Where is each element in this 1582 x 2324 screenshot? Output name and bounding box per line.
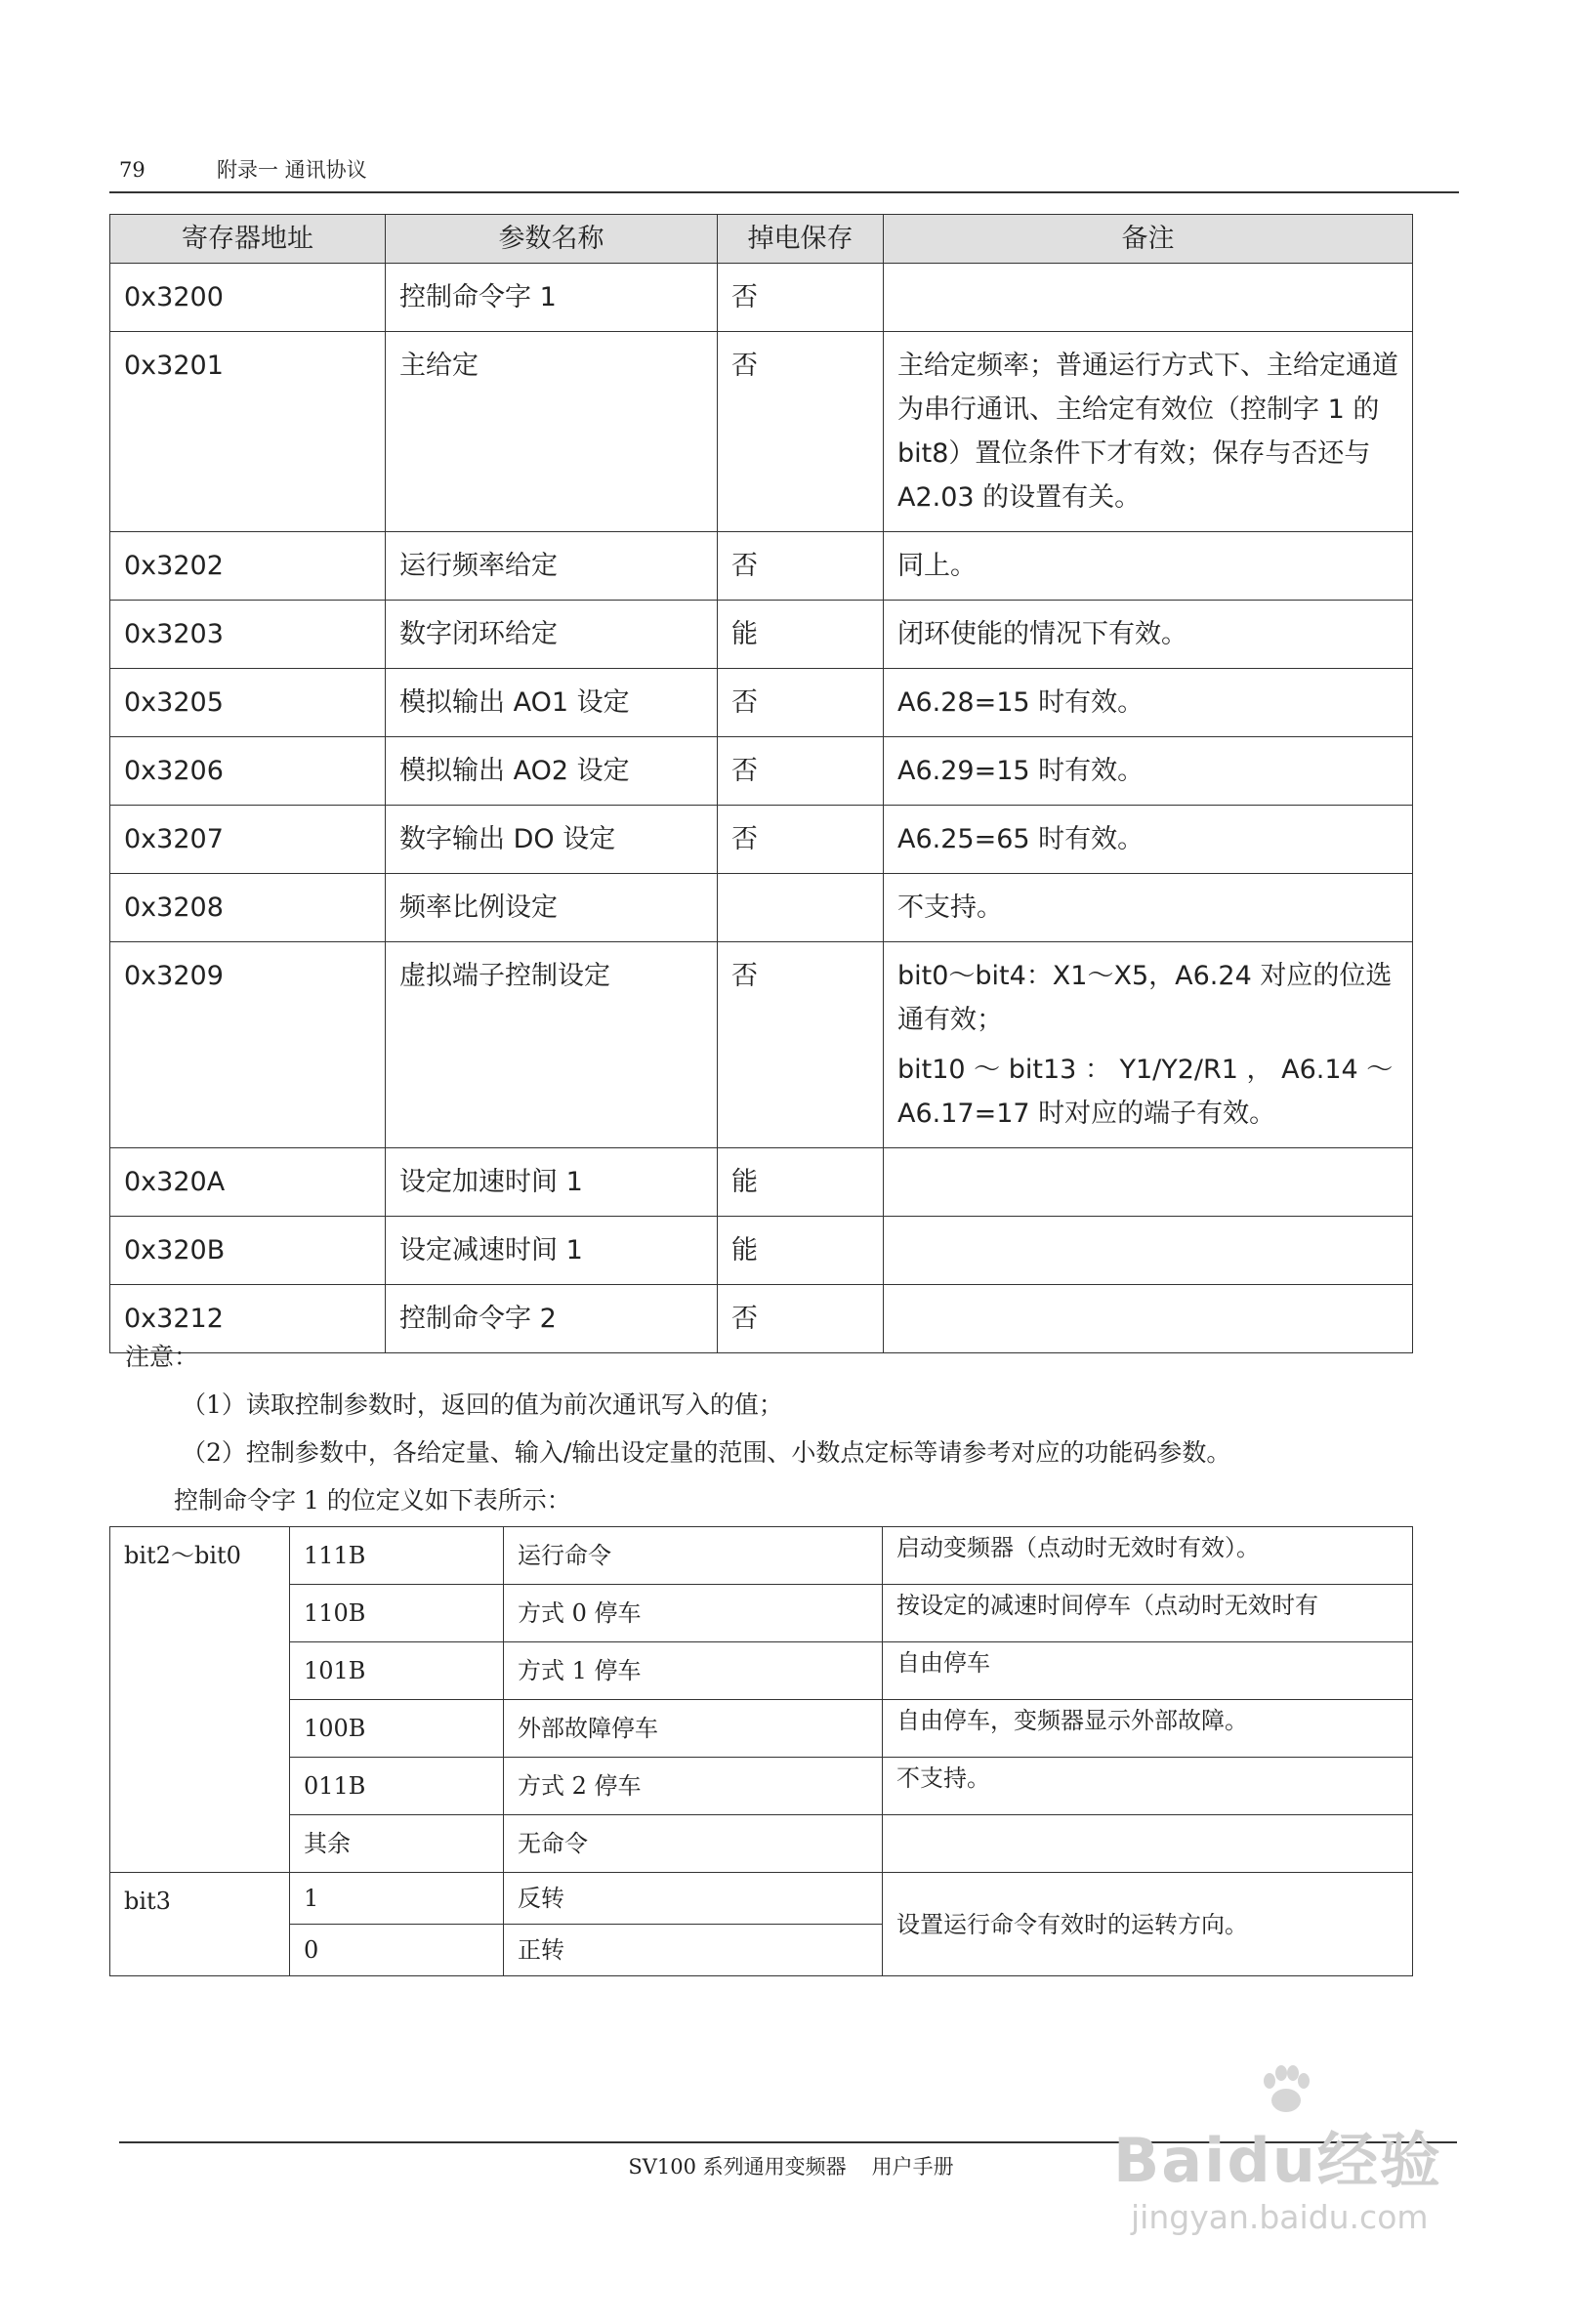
remark-cell [884, 806, 1413, 874]
code-cell: 111B [290, 1527, 504, 1585]
remark-cell [884, 532, 1413, 601]
code-cell: 100B [290, 1700, 504, 1758]
header-param-name: 参数名称 [386, 215, 718, 264]
address-cell: 0x3201 [110, 332, 386, 532]
save-cell: 否 [718, 332, 884, 532]
header-address: 寄存器地址 [110, 215, 386, 264]
code-cell: 101B [290, 1642, 504, 1700]
param-name-cell: 控制命令字 2 [386, 1285, 718, 1353]
watermark-logo: Baidu经验 [1113, 2125, 1442, 2196]
watermark [1113, 2065, 1484, 2261]
footer-product: SV100 系列通用变频器 [628, 2155, 847, 2179]
param-name-cell: 主给定 [386, 332, 718, 532]
save-cell: 否 [718, 669, 884, 737]
param-name-cell: 虚拟端子控制设定 [386, 942, 718, 1148]
remark-cell [884, 1148, 1413, 1217]
address-cell: 0x3212 [110, 1285, 386, 1353]
param-name-cell: 设定减速时间 1 [386, 1217, 718, 1285]
remark-cell: 自由停车 [883, 1642, 1413, 1700]
meaning-cell: 无命令 [504, 1815, 883, 1873]
meaning-cell: 反转 [504, 1873, 883, 1925]
remark-cell: 设置运行命令有效时的运转方向。 [883, 1873, 1413, 1976]
remark-cell [884, 601, 1413, 669]
remark-text: 同上。 [897, 551, 977, 581]
address-cell: 0x320A [110, 1148, 386, 1217]
meaning-cell: 外部故障停车 [504, 1700, 883, 1758]
param-name-cell: 运行频率给定 [386, 532, 718, 601]
note-item-1: （1）读取控制参数时，返回的值为前次通讯写入的值； [182, 1390, 783, 1419]
address-cell: 0x320B [110, 1217, 386, 1285]
note-item-2: （2）控制参数中，各给定量、输入/输出设定量的范围、小数点定标等请参考对应的功能码参数。 [182, 1438, 1231, 1467]
table-row [110, 1527, 1413, 1585]
param-name-cell: 模拟输出 AO2 设定 [386, 737, 718, 806]
remark-cell: 不支持。 [883, 1758, 1413, 1815]
table-row [110, 1148, 1413, 1217]
bit-table-intro: 控制命令字 1 的位定义如下表所示： [174, 1486, 571, 1515]
register-table-body [110, 264, 1413, 1353]
code-cell: 011B [290, 1758, 504, 1815]
paw-icon [1258, 2065, 1312, 2114]
table-row [110, 1700, 1413, 1758]
meaning-cell: 方式 1 停车 [504, 1642, 883, 1700]
address-cell: 0x3208 [110, 874, 386, 942]
remark-cell: 按设定的减速时间停车（点动时无效时有 [883, 1585, 1413, 1642]
remark-cell [884, 332, 1413, 532]
address-cell: 0x3206 [110, 737, 386, 806]
register-table [109, 214, 1413, 1353]
remark-text: 不支持。 [897, 892, 1003, 923]
remark-cell: 启动变频器（点动时无效时有效）。 [883, 1527, 1413, 1585]
meaning-cell: 正转 [504, 1925, 883, 1976]
table-row [110, 532, 1413, 601]
address-cell: 0x3207 [110, 806, 386, 874]
header-rule [109, 191, 1459, 193]
table-row [110, 737, 1413, 806]
table-row [110, 806, 1413, 874]
table-row [110, 942, 1413, 1148]
table-row [110, 601, 1413, 669]
notes [125, 1333, 1230, 1524]
remark-cell: 自由停车，变频器显示外部故障。 [883, 1700, 1413, 1758]
header-remark: 备注 [884, 215, 1413, 264]
address-cell: 0x3209 [110, 942, 386, 1148]
watermark-url: jingyan.baidu.com [1131, 2198, 1429, 2236]
remark-text: 主给定频率；普通运行方式下、主给定通道为串行通讯、主给定有效位（控制字 1 的 bit8）置位条件下才有效；保存与否还与 A2.03 的设置有关。 [897, 351, 1398, 513]
address-cell: 0x3200 [110, 264, 386, 332]
code-cell: 110B [290, 1585, 504, 1642]
meaning-cell: 方式 0 停车 [504, 1585, 883, 1642]
address-cell: 0x3202 [110, 532, 386, 601]
code-cell: 其余 [290, 1815, 504, 1873]
table-row [110, 1815, 1413, 1873]
save-cell [718, 874, 884, 942]
bits-cell: bit3 [110, 1873, 290, 1976]
save-cell: 能 [718, 1148, 884, 1217]
remark-text: A6.29=15 时有效。 [897, 756, 1145, 786]
page-number: 79 [119, 158, 146, 182]
remark-cell [884, 264, 1413, 332]
save-cell: 否 [718, 942, 884, 1148]
table-row [110, 332, 1413, 532]
table-row [110, 1585, 1413, 1642]
table-row [110, 669, 1413, 737]
remark-text: A6.28=15 时有效。 [897, 687, 1145, 718]
save-cell: 否 [718, 737, 884, 806]
save-cell: 能 [718, 601, 884, 669]
param-name-cell: 数字输出 DO 设定 [386, 806, 718, 874]
save-cell: 否 [718, 532, 884, 601]
footer-manual: 用户手册 [871, 2155, 954, 2179]
header-power-off-save: 掉电保存 [718, 215, 884, 264]
table-row [110, 1642, 1413, 1700]
address-cell: 0x3205 [110, 669, 386, 737]
table-row [110, 874, 1413, 942]
section-title: 附录一 通讯协议 [217, 158, 367, 182]
remark-text: bit0～bit4：X1～X5，A6.24 对应的位选通有效； [897, 961, 1393, 1035]
save-cell: 否 [718, 806, 884, 874]
remark-text: A6.25=65 时有效。 [897, 824, 1145, 854]
param-name-cell: 设定加速时间 1 [386, 1148, 718, 1217]
remark-text: bit10 ～ bit13 ： Y1/Y2/R1 ， A6.14 ～ A6.17=17 时对应的端子有效。 [897, 1055, 1394, 1129]
code-cell: 1 [290, 1873, 504, 1925]
table-row [110, 1758, 1413, 1815]
remark-cell [884, 874, 1413, 942]
remark-text: 闭环使能的情况下有效。 [897, 619, 1187, 649]
address-cell: 0x3203 [110, 601, 386, 669]
param-name-cell: 数字闭环给定 [386, 601, 718, 669]
remark-cell [883, 1815, 1413, 1873]
param-name-cell: 控制命令字 1 [386, 264, 718, 332]
param-name-cell: 模拟输出 AO1 设定 [386, 669, 718, 737]
remark-cell [884, 1217, 1413, 1285]
notes-title: 注意： [125, 1343, 199, 1371]
table-row [110, 264, 1413, 332]
page-header [119, 154, 367, 184]
bits-cell: bit2～bit0 [110, 1527, 290, 1873]
save-cell: 否 [718, 1285, 884, 1353]
save-cell: 否 [718, 264, 884, 332]
remark-cell [884, 942, 1413, 1148]
param-name-cell: 频率比例设定 [386, 874, 718, 942]
table-row [110, 1873, 1413, 1925]
meaning-cell: 方式 2 停车 [504, 1758, 883, 1815]
register-table-header [110, 215, 1413, 264]
remark-cell [884, 737, 1413, 806]
code-cell: 0 [290, 1925, 504, 1976]
bit-definition-table [109, 1526, 1413, 1976]
meaning-cell: 运行命令 [504, 1527, 883, 1585]
remark-cell [884, 669, 1413, 737]
table-row [110, 1217, 1413, 1285]
save-cell: 能 [718, 1217, 884, 1285]
